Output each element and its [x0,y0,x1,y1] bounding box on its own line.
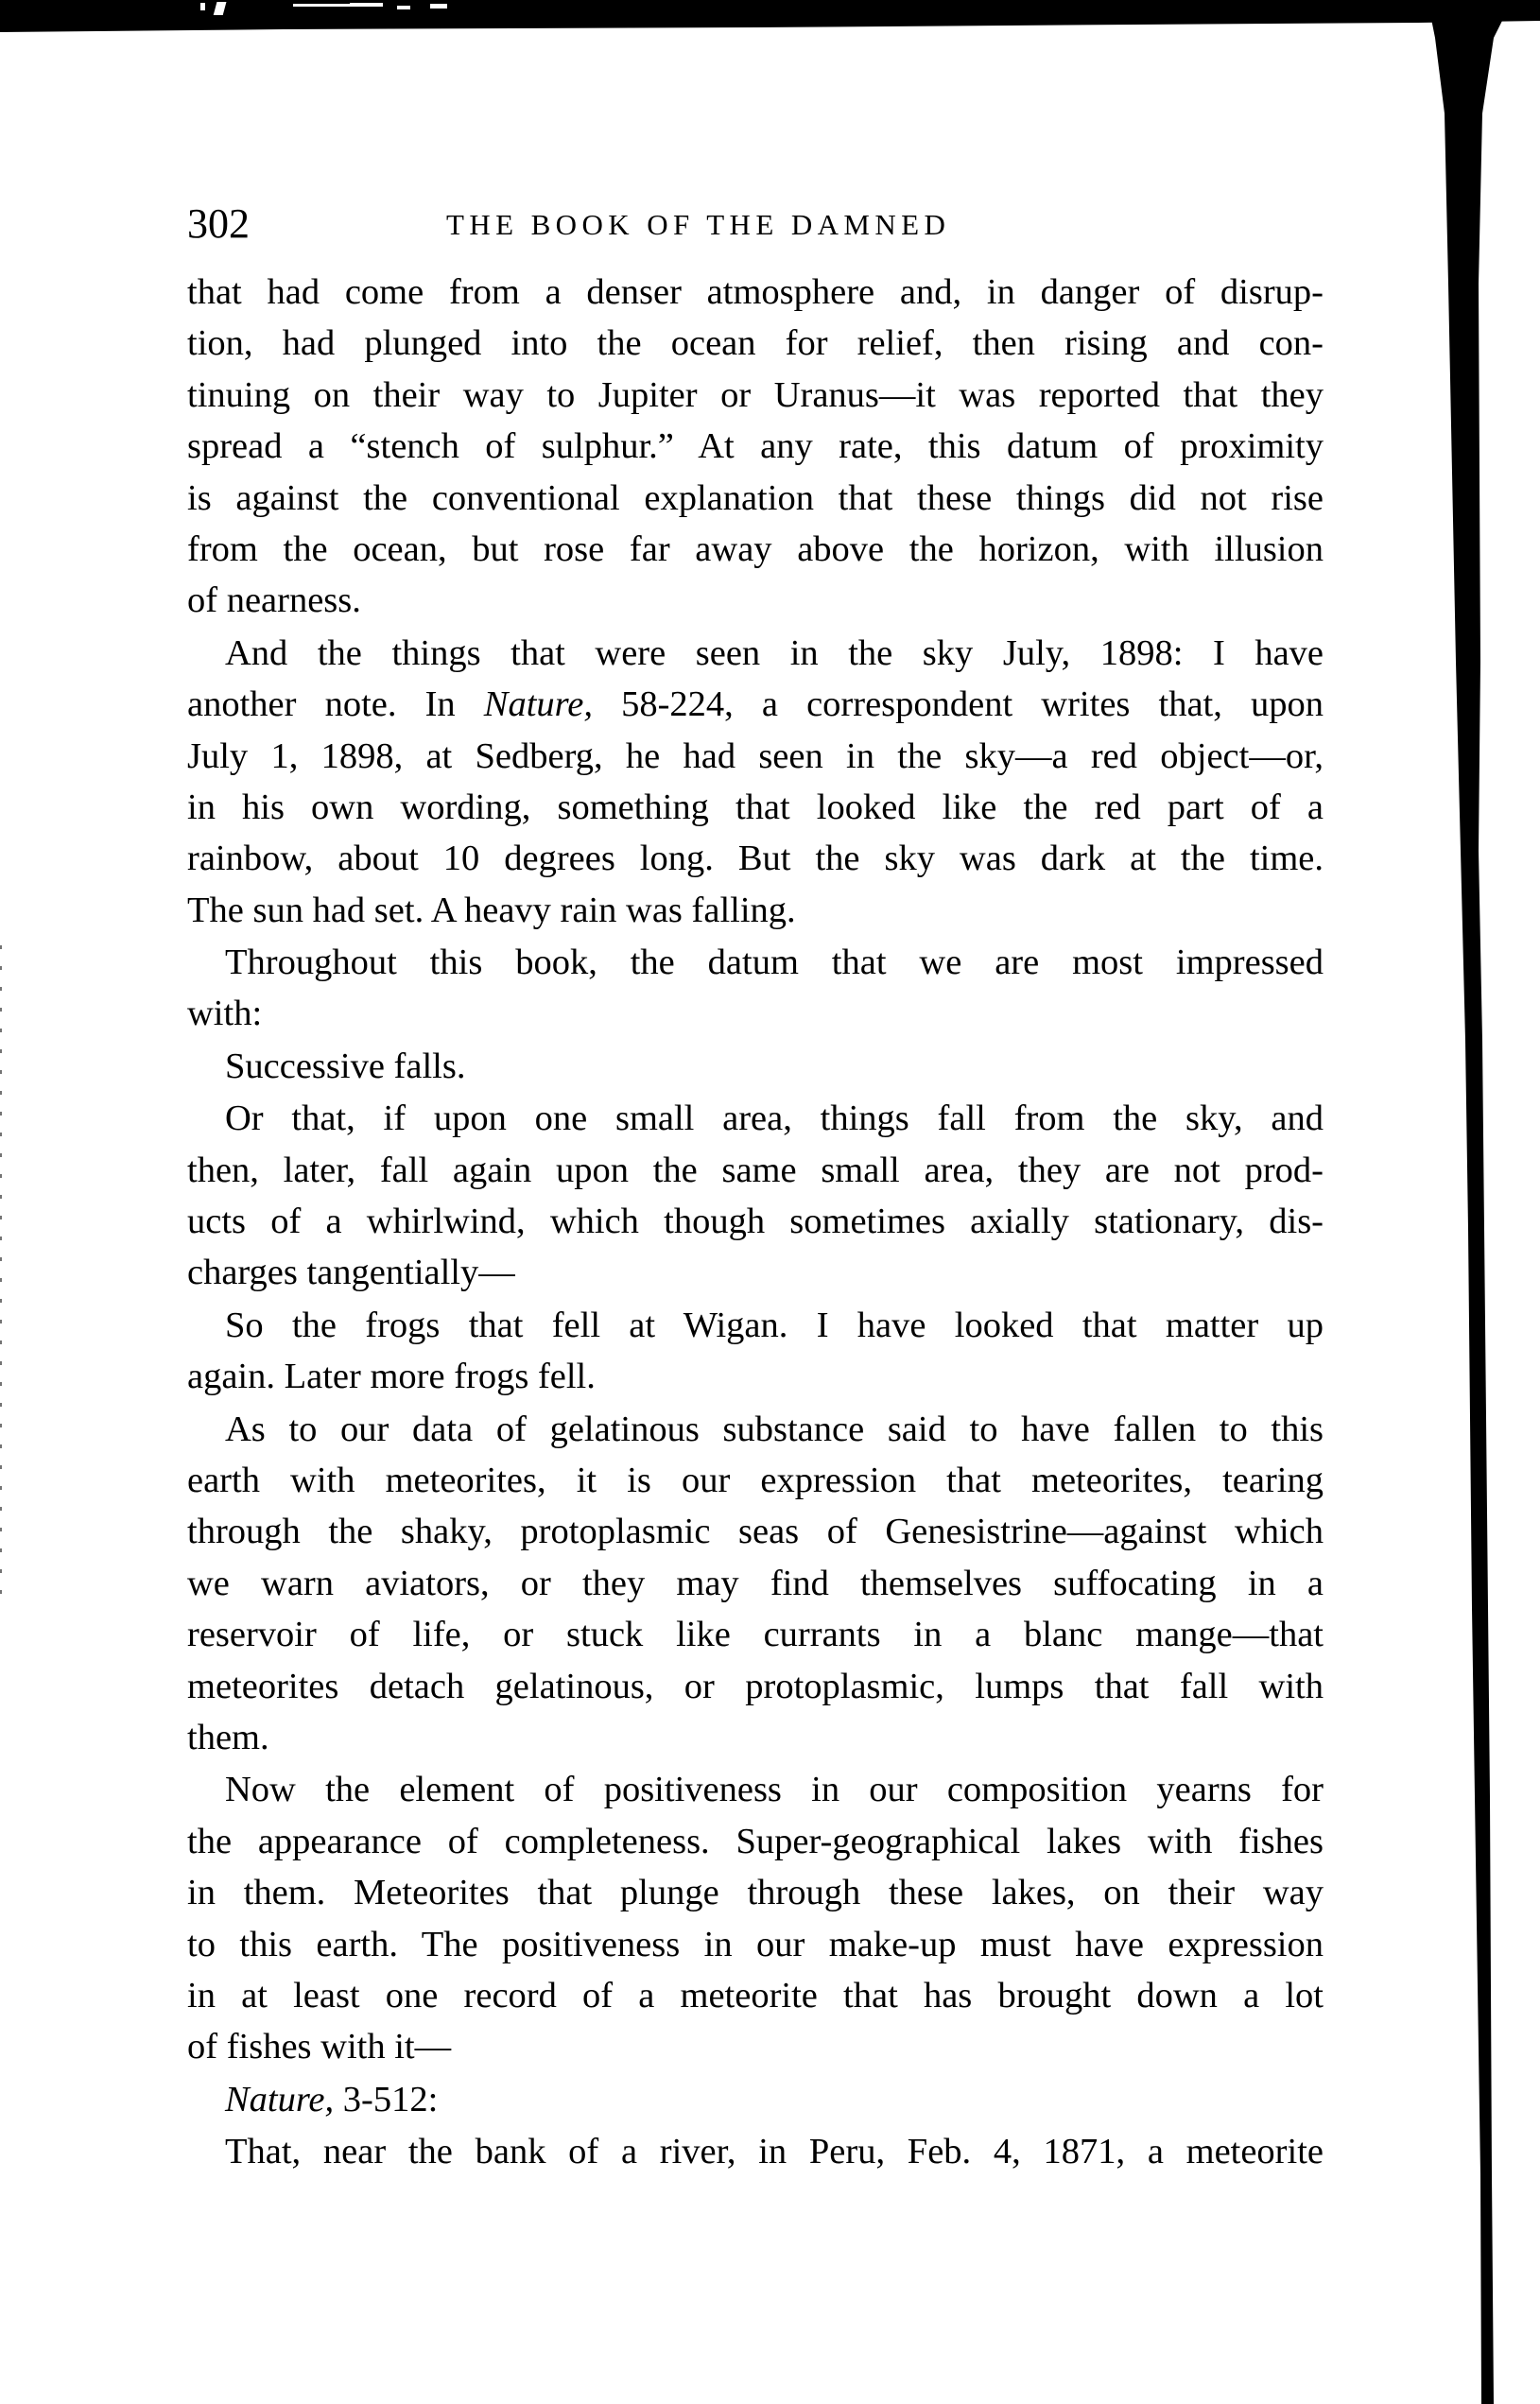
text-line: Nature, 3-512: [225,2079,439,2119]
page-number: 302 [187,200,250,247]
paragraph [187,628,1324,936]
text-line: July 1, 1898, at Sedberg, he had seen in the sky—a red object—or, [187,735,1324,776]
paragraph [187,1041,1324,1092]
text-line: is against the conventional explanation that these things did not rise [187,477,1324,518]
paragraph [187,267,1324,627]
text-line: in them. Meteorites that plunge through these lakes, on their way [187,1873,1324,1913]
text-line: charges tangentially— [187,1253,515,1293]
text-line: from the ocean, but rose far away above the horizon, with illusion [187,528,1324,569]
text-line: them. [187,1717,269,1757]
page-edge-left [0,945,2,1607]
text-line: earth with meteorites, it is our expression that meteorites, tearing [187,1460,1324,1500]
text-line: And the things that were seen in the sky July, 1898: I have [225,632,1324,673]
paragraph [187,2074,1324,2125]
text-line: with: [187,994,263,1034]
text-line: Now the element of positiveness in our composition yearns for [225,1770,1324,1810]
paragraph [187,937,1324,1040]
text-line: Throughout this book, the datum that we are most impressed [225,943,1324,983]
citation-italic: Nature, [225,2079,335,2119]
paragraph [187,1764,1324,2072]
text-line: we warn aviators, or they may find themselves suffocating in a [187,1563,1324,1603]
text-line: the appearance of completeness. Super-geographical lakes with fishes [187,1821,1324,1861]
text-line: Successive falls. [225,1046,466,1086]
text-line: again. Later more frogs fell. [187,1357,596,1397]
text-line: tion, had plunged into the ocean for relief, then rising and con- [187,323,1324,364]
text-line: The sun had set. A heavy rain was falling. [187,890,796,930]
text-line: another note. In Nature, 58-224, a correspondent writes that, upon [187,684,1324,725]
text-line: through the shaky, protoplasmic seas of Genesistrine—against which [187,1512,1324,1552]
text-line: in his own wording, something that looked like the red part of a [187,787,1324,827]
text-line: As to our data of gelatinous substance said to have fallen to this [225,1409,1324,1449]
paragraph [187,1093,1324,1299]
text-line: spread a “stench of sulphur.” At any rate, this datum of proximity [187,426,1324,467]
running-title: THE BOOK OF THE DAMNED [446,208,951,241]
paragraph [187,2126,1324,2177]
text-line: rainbow, about 10 degrees long. But the sky was dark at the time. [187,839,1324,879]
text-line: meteorites detach gelatinous, or protoplasmic, lumps that fall with [187,1666,1324,1706]
paragraph [187,1404,1324,1764]
text-line: That, near the bank of a river, in Peru, Feb. 4, 1871, a meteorite [225,2132,1324,2172]
text-line: of fishes with it— [187,2027,452,2067]
text-line: ucts of a whirlwind, which though sometimes axially stationary, dis- [187,1202,1324,1242]
running-head [187,200,1324,248]
text-line: of nearness. [187,580,361,621]
text-line: then, later, fall again upon the same small area, they are not prod- [187,1150,1324,1190]
paragraph [187,1300,1324,1403]
body-text [187,267,1324,2177]
text-line: reservoir of life, or stuck like currants in a blanc mange—that [187,1615,1324,1655]
text-line: tinuing on their way to Jupiter or Uranus—it was reported that they [187,374,1324,415]
text-line: to this earth. The positiveness in our make-up must have expression [187,1924,1324,1964]
text-line: So the frogs that fell at Wigan. I have looked that matter up [225,1305,1324,1345]
text-line: that had come from a denser atmosphere and, in danger of disrup- [187,272,1324,312]
citation-italic: Nature, [483,684,593,725]
text-line: in at least one record of a meteorite that has brought down a lot [187,1975,1324,2015]
scan-top-border [0,0,1540,32]
text-line: Or that, if upon one small area, things fall from the sky, and [225,1098,1324,1139]
